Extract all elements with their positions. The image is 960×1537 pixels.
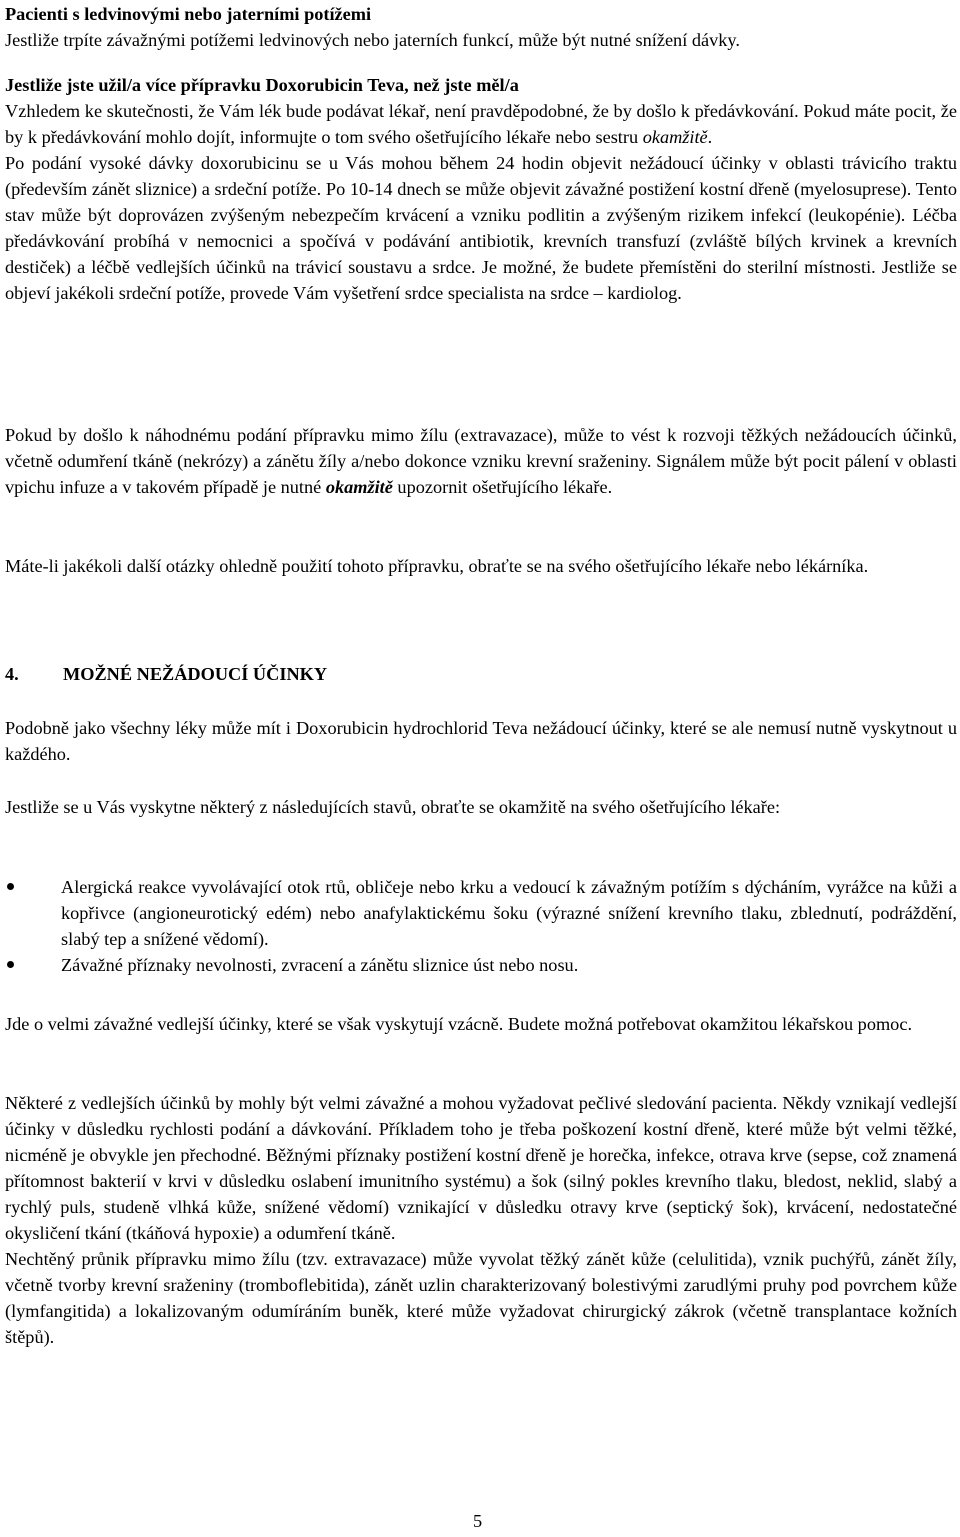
paragraph-extravasation-effects: Nechtěný průnik přípravku mimo žílu (tzv. extravazace) může vyvolat těžký zánět kůže (celulitida), vznik puchýřů, zánět žíly, včetně tvorby krevní sraženiny (tromboflebitida), zánět uzlin charakterizovaný bolestivými zarudlými pruhy pod povrchem kůže (lymfangitida) a lokalizovaným odumíráním buněk, které může vyžadovat chirurgický zákrok (včetně transplantace kožních štěpů). xyxy=(5,1249,957,1347)
list-item-text: Alergická reakce vyvolávající otok rtů, obličeje nebo krku a vedoucí k závažným potížím s dýcháním, vyrážce na kůži a kopřivce (angioneurotický edém) nebo anafylaktickému šoku (výrazné snížení krevního tlaku, zblednutí, podráždění, slabý tep a snížené vědomí). xyxy=(61,877,957,949)
text-run: upozornit ošetřujícího lékaře. xyxy=(392,477,613,497)
overdose-body xyxy=(5,98,957,306)
paragraph-serious-effects: Některé z vedlejších účinků by mohly být velmi závažné a mohou vyžadovat pečlivé sledování pacienta. Někdy vznikají vedlejší účinky v důsledku rychlosti podání a dávkování. Příkladem toho je třeba poškození kostní dřeně, které může být velmi těžké, nicméně je obvykle jen přechodné. Běžnými příznaky postižení kostní dřeně je horečka, infekce, otrava krve (sepse, což znamená přítomnost bakterií v krvi v důsledku oslabení imunitního systému) a šok (silný pokles krevního tlaku, bledost, neklid, slabý a rychlý puls, studeně vlhká kůže, snížené vědomí) vznikající v důsledku otravy krve (septický šok), krvácení, nedostatečné okysličení tkání (tkáňová hypoxie) a odumření tkáně. xyxy=(5,1093,957,1243)
emphasis-immediately: okamžitě xyxy=(325,477,393,497)
paragraph-extravasation xyxy=(5,422,957,500)
paragraph-contact-doctor: Jestliže se u Vás vyskytne některý z následujících stavů, obraťte se okamžitě na svého ošetřujícího lékaře: xyxy=(5,797,781,817)
page-number: 5 xyxy=(473,1511,483,1531)
section-heading-overdose: Jestliže jste užil/a více přípravku Doxorubicin Teva, než jste měl/a xyxy=(5,75,519,95)
bullet-icon xyxy=(7,961,14,968)
serious-symptoms-list xyxy=(5,874,957,978)
paragraph-rare-effects: Jde o velmi závažné vedlejší účinky, které se však vyskytují vzácně. Budete možná potřebovat okamžitou lékařskou pomoc. xyxy=(5,1014,913,1034)
text-run: . xyxy=(707,127,713,147)
paragraph-overdose-intro xyxy=(5,98,957,150)
list-item xyxy=(5,874,957,952)
serious-effects-block xyxy=(5,1090,957,1350)
bullet-icon xyxy=(7,883,14,890)
section-number: 4. xyxy=(5,664,19,684)
section-title: MOŽNÉ NEŽÁDOUCÍ ÚČINKY xyxy=(63,664,328,684)
paragraph-further-questions: Máte-li jakékoli další otázky ohledně použití tohoto přípravku, obraťte se na svého ošetřujícího lékaře nebo lékárníka. xyxy=(5,556,869,576)
section-heading-side-effects xyxy=(5,661,327,687)
paragraph-overdose-effects: Po podání vysoké dávky doxorubicinu se u Vás mohou během 24 hodin objevit nežádoucí účinky v oblasti trávicího traktu (především zánět sliznice) a srdeční potíže. Po 10-14 dnech se může objevit závažné postižení kostní dřeně (myelosuprese). Tento stav může být doprovázen zvýšeným nebezpečím krvácení a vzniku podlitin a zvýšeným rizikem infekcí (leukopénie). Léčba předávkování probíhá v nemocnici a spočívá v podávání antibiotik, krevních transfuzí (zvláště bílých krvinek a krevních destiček) a léčbě vedlejších účinků na trávicí soustavu a srdce. Je možné, že budete přemístěni do sterilní místnosti. Jestliže se objeví jakékoli srdeční potíže, provede Vám vyšetření srdce specialista na srdce – kardiolog. xyxy=(5,153,957,303)
list-item xyxy=(5,952,957,978)
paragraph-side-effects-intro: Podobně jako všechny léky může mít i Doxorubicin hydrochlorid Teva nežádoucí účinky, které se ale nemusí nutně vyskytnout u každého. xyxy=(5,718,957,764)
text-run: Pokud by došlo k náhodnému podání přípravku mimo žílu (extravazace), může to vést k rozvoji těžkých nežádoucích účinků, včetně odumření tkáně (nekrózy) a zánětu žíly a/nebo dokonce vzniku krevní sraženiny. Signálem může být pocit pálení v oblasti vpichu infuze a v takovém případě je nutné xyxy=(5,425,957,497)
emphasis-immediately: okamžitě xyxy=(642,127,708,147)
list-item-text: Závažné příznaky nevolnosti, zvracení a zánětu sliznice úst nebo nosu. xyxy=(61,955,579,975)
paragraph-kidney-liver: Jestliže trpíte závažnými potížemi ledvinových nebo jaterních funkcí, může být nutné snížení dávky. xyxy=(5,30,740,50)
section-heading-kidney-liver: Pacienti s ledvinovými nebo jaterními potížemi xyxy=(5,4,372,24)
text-run: Vzhledem ke skutečnosti, že Vám lék bude podávat lékař, není pravděpodobné, že by došlo k předávkování. Pokud máte pocit, že by k předávkování mohlo dojít, informujte o tom svého ošetřujícího lékaře nebo sestru xyxy=(5,101,957,147)
